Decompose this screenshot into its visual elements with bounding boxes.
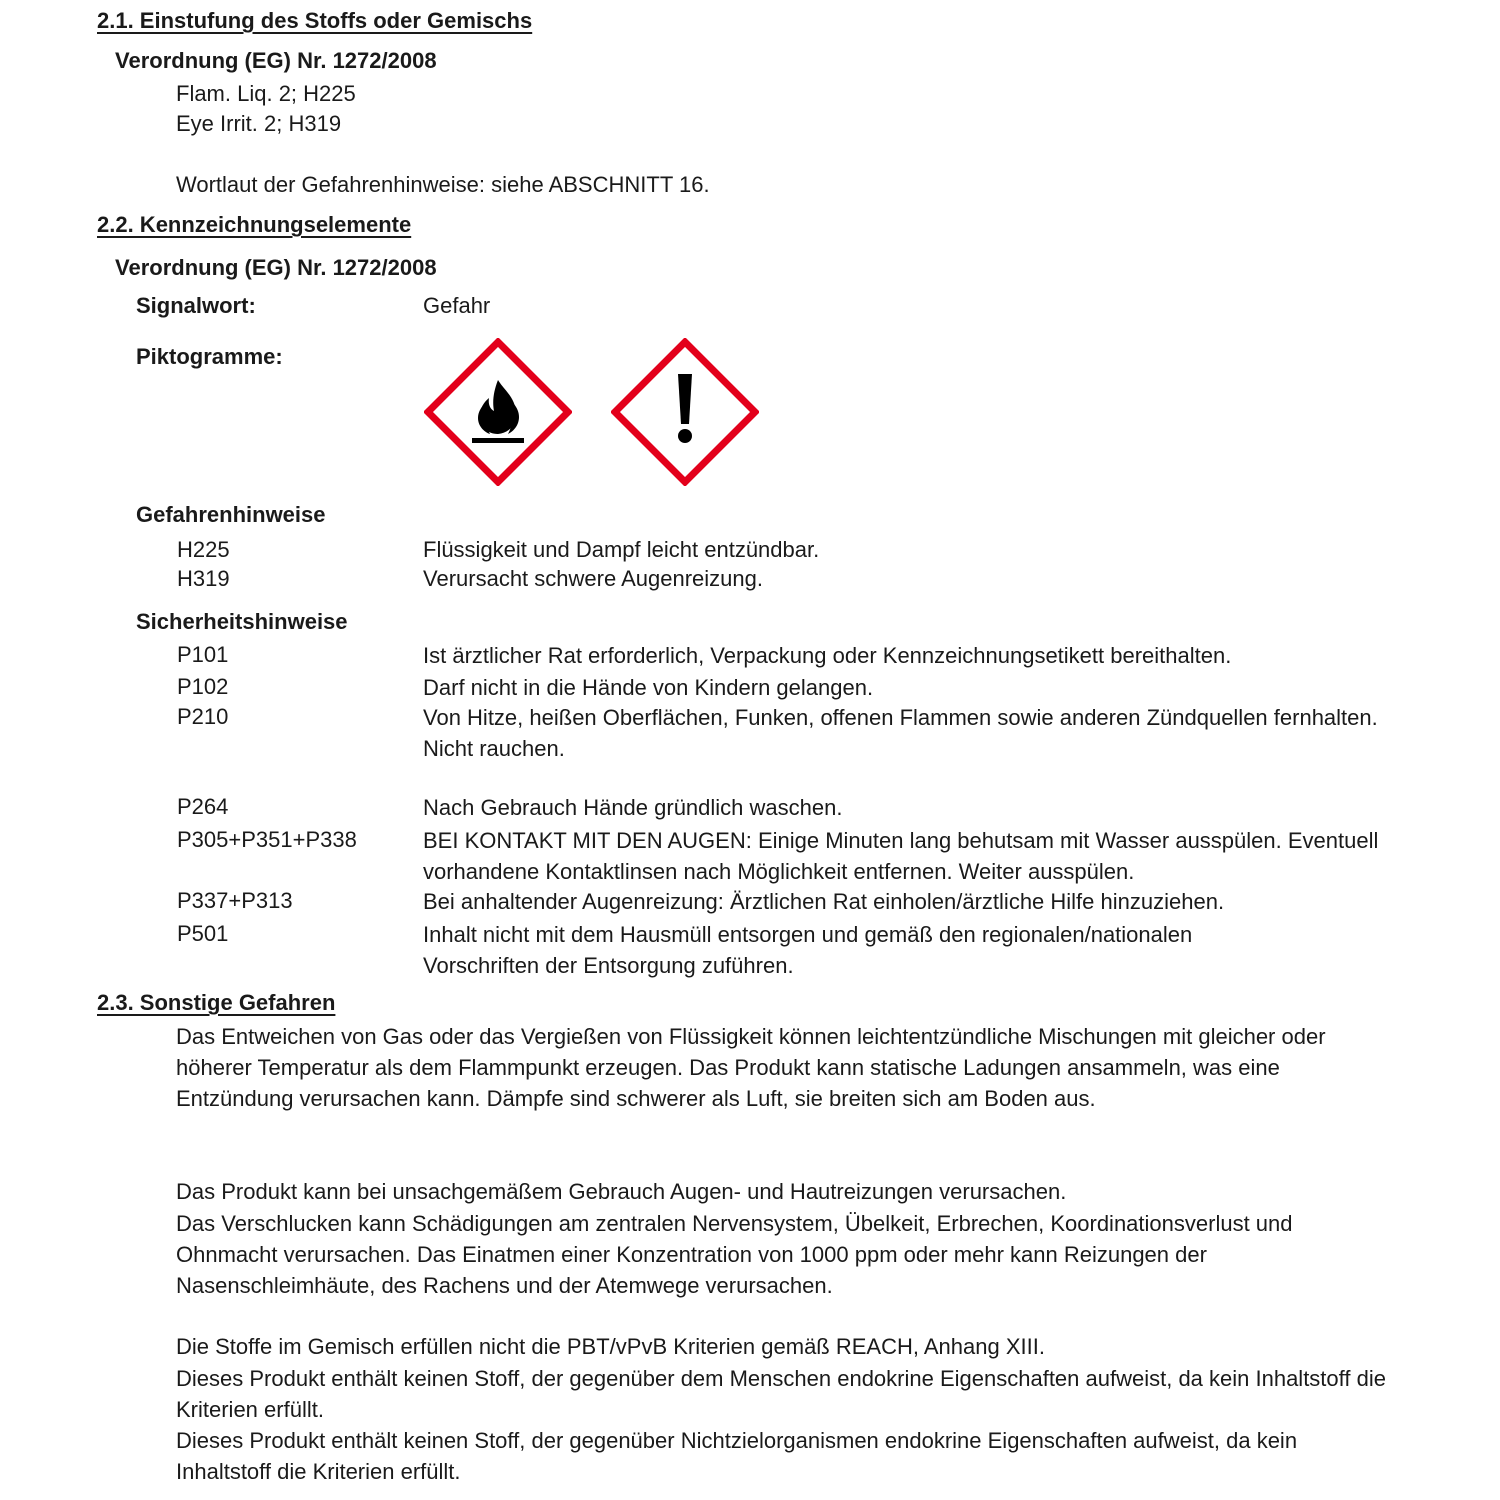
regulation-label: Verordnung (EG) Nr. 1272/2008 <box>115 48 437 73</box>
other-hazards-paragraph: Das Verschlucken kann Schädigungen am zentralen Nervensystem, Übelkeit, Erbrechen, Koordinationsverlust und Ohnmacht verursachen. Das Einatmen einer Konzentration von 1000 ppm oder mehr kann Reizungen der Nasenschleimhäute, des Rachens und der Atemwege verursachen. <box>176 1211 1293 1298</box>
precaution-text: Nach Gebrauch Hände gründlich waschen. <box>423 795 843 820</box>
precaution-text: Inhalt nicht mit dem Hausmüll entsorgen und gemäß den regionalen/nationalen Vorschriften der Entsorgung zuführen. <box>423 922 1193 978</box>
section-2-1-heading: 2.1. Einstufung des Stoffs oder Gemischs <box>97 8 533 33</box>
other-hazards-paragraph: Das Produkt kann bei unsachgemäßem Gebrauch Augen- und Hautreizungen verursachen. <box>176 1179 1067 1204</box>
precaution-code: P264 <box>177 794 229 819</box>
precaution-code: P337+P313 <box>177 888 293 913</box>
signal-word-label: Signalwort: <box>136 293 256 318</box>
precaution-code: P101 <box>177 642 229 667</box>
precautionary-statements-label: Sicherheitshinweise <box>136 609 348 634</box>
precaution-text: Ist ärztlicher Rat erforderlich, Verpackung oder Kennzeichnungsetikett bereithalten. <box>423 643 1232 668</box>
classification-item: Flam. Liq. 2; H225 <box>176 81 356 106</box>
regulation-label: Verordnung (EG) Nr. 1272/2008 <box>115 255 437 280</box>
hazard-statement-note: Wortlaut der Gefahrenhinweise: siehe ABSCHNITT 16. <box>176 172 710 197</box>
pictograms-label: Piktogramme: <box>136 344 283 369</box>
precaution-text: Von Hitze, heißen Oberflächen, Funken, offenen Flammen sowie anderen Zündquellen fernhalten. Nicht rauchen. <box>423 705 1378 761</box>
precaution-text: BEI KONTAKT MIT DEN AUGEN: Einige Minuten lang behutsam mit Wasser ausspülen. Eventuell vorhandene Kontaktlinsen nach Möglichkeit entfernen. Weiter ausspülen. <box>423 828 1379 884</box>
precaution-code: P305+P351+P338 <box>177 827 357 852</box>
classification-item: Eye Irrit. 2; H319 <box>176 111 342 136</box>
hazard-statements-label: Gefahrenhinweise <box>136 502 326 527</box>
section-2-3-heading: 2.3. Sonstige Gefahren <box>97 990 336 1015</box>
signal-word-value: Gefahr <box>423 293 491 318</box>
hazard-code: H319 <box>177 566 230 591</box>
other-hazards-paragraph: Die Stoffe im Gemisch erfüllen nicht die PBT/vPvB Kriterien gemäß REACH, Anhang XIII. <box>176 1334 1045 1359</box>
hazard-text: Verursacht schwere Augenreizung. <box>423 566 763 591</box>
exclamation-mark-icon <box>611 338 759 486</box>
hazard-code: H225 <box>177 537 230 562</box>
precaution-text: Darf nicht in die Hände von Kindern gelangen. <box>423 675 874 700</box>
hazard-text: Flüssigkeit und Dampf leicht entzündbar. <box>423 537 820 562</box>
section-2-2-heading: 2.2. Kennzeichnungselemente <box>97 212 412 237</box>
flame-icon <box>424 338 572 486</box>
precaution-text: Bei anhaltender Augenreizung: Ärztlichen Rat einholen/ärztliche Hilfe hinzuziehen. <box>423 889 1225 914</box>
other-hazards-paragraph: Dieses Produkt enthält keinen Stoff, der gegenüber dem Menschen endokrine Eigenschaften aufweist, da kein Inhaltstoff die Kriterien erfüllt. <box>176 1366 1386 1422</box>
precaution-code: P210 <box>177 704 229 729</box>
other-hazards-paragraph: Das Entweichen von Gas oder das Vergießen von Flüssigkeit können leichtentzündliche Mischungen mit gleicher oder höherer Temperatur als dem Flammpunkt erzeugen. Das Produkt kann statische Ladungen ansammeln, was eine Entzündung verursachen kann. Dämpfe sind schwerer als Luft, sie breiten sich am Boden aus. <box>176 1024 1326 1111</box>
other-hazards-paragraph: Dieses Produkt enthält keinen Stoff, der gegenüber Nichtzielorganismen endokrine Eigenschaften aufweist, da kein Inhaltstoff die Kriterien erfüllt. <box>176 1428 1298 1484</box>
precaution-code: P102 <box>177 674 229 699</box>
precaution-code: P501 <box>177 921 229 946</box>
